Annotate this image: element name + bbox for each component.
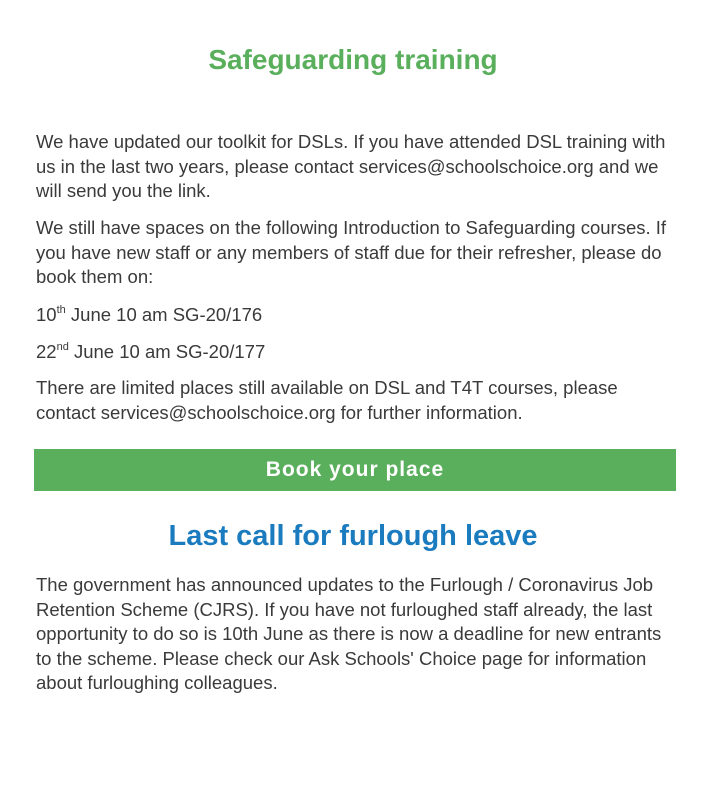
courses-paragraph: We still have spaces on the following Introduction to Safeguarding courses. If you have new staff or any members of staff due for their refresher, please do book them on: [36,217,667,287]
furlough-paragraph: The government has announced updates to the Furlough / Coronavirus Job Retention Scheme (CJRS). If you have not furloughed staff already, the last opportunity to do so is 10th June as there is now a deadline for new entrants to the scheme. Please check our Ask Schools' Choice page for information about furloughing colleagues. [36,574,662,693]
session-day: 10 [36,304,57,325]
furlough-title: Last call for furlough leave [168,520,538,552]
session-item [36,340,676,365]
safeguarding-title: Safeguarding training [208,44,498,75]
session-details: June 10 am SG-20/176 [65,304,263,325]
dsl-toolkit-paragraph: We have updated our toolkit for DSLs. If you have attended DSL training with us in the last two years, please contact services@schoolschoice.org and we will send you the link. [36,131,666,201]
session-item [36,303,676,328]
session-day: 22 [36,341,57,362]
limited-places-paragraph: There are limited places still available on DSL and T4T courses, please contact services@schoolschoice.org for further information. [36,377,618,423]
session-details: June 10 am SG-20/177 [68,341,266,362]
book-your-place-button[interactable]: Book your place [34,449,676,491]
session-day-suffix: th [56,303,66,316]
session-day-suffix: nd [56,340,69,353]
